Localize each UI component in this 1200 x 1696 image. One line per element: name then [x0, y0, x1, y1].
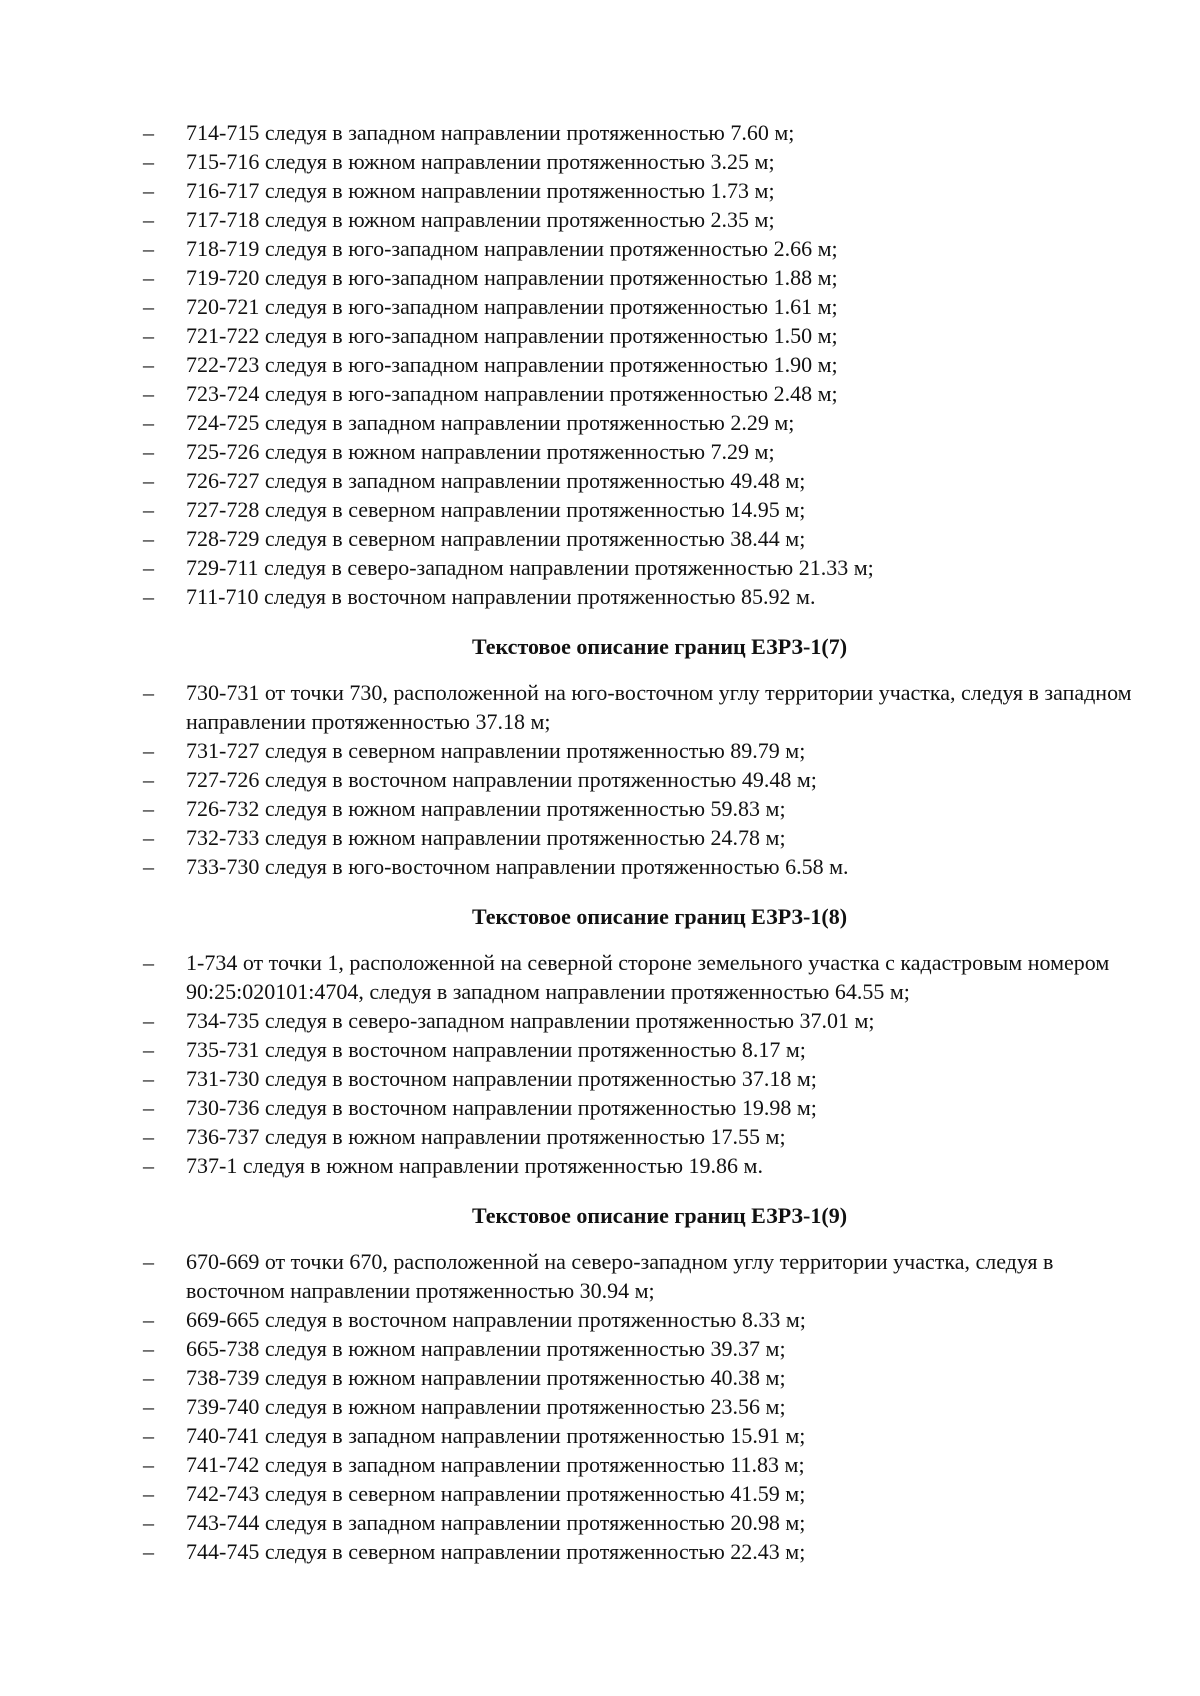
bullet-dash: –: [143, 468, 154, 493]
list-item: [143, 292, 1133, 321]
list-item: [143, 1151, 1133, 1180]
list-item: [143, 1006, 1133, 1035]
bullet-dash: –: [143, 439, 154, 464]
list-item-text: 731-727 следуя в северном направлении протяженностью 89.79 м;: [186, 738, 806, 763]
bullet-dash: –: [143, 825, 154, 850]
boundary-list: [143, 1247, 1133, 1566]
list-item: [143, 1064, 1133, 1093]
list-item-text: 737-1 следуя в южном направлении протяженностью 19.86 м.: [186, 1153, 763, 1178]
list-item: [143, 205, 1133, 234]
list-item-text: 721-722 следуя в юго-западном направлении протяженностью 1.50 м;: [186, 323, 838, 348]
list-item: [143, 1305, 1133, 1334]
bullet-dash: –: [143, 555, 154, 580]
boundary-section: [143, 632, 1133, 881]
bullet-dash: –: [143, 1307, 154, 1332]
list-item: [143, 1421, 1133, 1450]
boundary-section: [143, 1201, 1133, 1566]
list-item-text: 716-717 следуя в южном направлении протяженностью 1.73 м;: [186, 178, 775, 203]
list-item: [143, 1334, 1133, 1363]
boundary-section: [143, 902, 1133, 1180]
boundary-section: [143, 118, 1133, 611]
list-item: [143, 263, 1133, 292]
bullet-dash: –: [143, 680, 154, 705]
list-item: [143, 118, 1133, 147]
list-item-text: 720-721 следуя в юго-западном направлении протяженностью 1.61 м;: [186, 294, 838, 319]
bullet-dash: –: [143, 1481, 154, 1506]
bullet-dash: –: [143, 178, 154, 203]
list-item-text: 732-733 следуя в южном направлении протяженностью 24.78 м;: [186, 825, 786, 850]
bullet-dash: –: [143, 265, 154, 290]
list-item: [143, 1537, 1133, 1566]
list-item-text: 740-741 следуя в западном направлении протяженностью 15.91 м;: [186, 1423, 806, 1448]
list-item-text: 727-728 следуя в северном направлении протяженностью 14.95 м;: [186, 497, 806, 522]
list-item-text: 733-730 следуя в юго-восточном направлении протяженностью 6.58 м.: [186, 854, 849, 879]
bullet-dash: –: [143, 738, 154, 763]
list-item: [143, 1508, 1133, 1537]
list-item: [143, 408, 1133, 437]
list-item-text: 724-725 следуя в западном направлении протяженностью 2.29 м;: [186, 410, 795, 435]
list-item: [143, 1363, 1133, 1392]
list-item: [143, 736, 1133, 765]
list-item: [143, 678, 1133, 736]
boundary-list: [143, 948, 1133, 1180]
list-item-text: 741-742 следуя в западном направлении протяженностью 11.83 м;: [186, 1452, 805, 1477]
bullet-dash: –: [143, 497, 154, 522]
boundary-list: [143, 118, 1133, 611]
bullet-dash: –: [143, 1095, 154, 1120]
list-item-text: 725-726 следуя в южном направлении протяженностью 7.29 м;: [186, 439, 775, 464]
list-item: [143, 1450, 1133, 1479]
list-item-text: 717-718 следуя в южном направлении протяженностью 2.35 м;: [186, 207, 775, 232]
bullet-dash: –: [143, 1394, 154, 1419]
list-item: [143, 1479, 1133, 1508]
bullet-dash: –: [143, 120, 154, 145]
bullet-dash: –: [143, 584, 154, 609]
list-item-text: 722-723 следуя в юго-западном направлении протяженностью 1.90 м;: [186, 352, 838, 377]
bullet-dash: –: [143, 1336, 154, 1361]
list-item-text: 1-734 от точки 1, расположенной на северной стороне земельного участка с кадастровым номером 90:25:020101:4704, следуя в западном направлении протяженностью 64.55 м;: [186, 950, 1110, 1004]
list-item: [143, 765, 1133, 794]
bullet-dash: –: [143, 1539, 154, 1564]
bullet-dash: –: [143, 410, 154, 435]
bullet-dash: –: [143, 1153, 154, 1178]
list-item-text: 736-737 следуя в южном направлении протяженностью 17.55 м;: [186, 1124, 786, 1149]
list-item-text: 743-744 следуя в западном направлении протяженностью 20.98 м;: [186, 1510, 806, 1535]
list-item-text: 726-732 следуя в южном направлении протяженностью 59.83 м;: [186, 796, 786, 821]
bullet-dash: –: [143, 352, 154, 377]
list-item: [143, 1093, 1133, 1122]
list-item-text: 728-729 следуя в северном направлении протяженностью 38.44 м;: [186, 526, 806, 551]
bullet-dash: –: [143, 1423, 154, 1448]
list-item-text: 711-710 следуя в восточном направлении протяженностью 85.92 м.: [186, 584, 816, 609]
bullet-dash: –: [143, 1249, 154, 1274]
bullet-dash: –: [143, 1124, 154, 1149]
bullet-dash: –: [143, 1452, 154, 1477]
list-item: [143, 321, 1133, 350]
list-item-text: 715-716 следуя в южном направлении протяженностью 3.25 м;: [186, 149, 775, 174]
list-item-text: 730-736 следуя в восточном направлении протяженностью 19.98 м;: [186, 1095, 817, 1120]
bullet-dash: –: [143, 854, 154, 879]
list-item: [143, 350, 1133, 379]
bullet-dash: –: [143, 526, 154, 551]
list-item: [143, 1247, 1133, 1305]
list-item-text: 730-731 от точки 730, расположенной на юго-восточном углу территории участка, следуя в западном направлении протяженностью 37.18 м;: [186, 680, 1132, 734]
bullet-dash: –: [143, 1365, 154, 1390]
list-item: [143, 852, 1133, 881]
bullet-dash: –: [143, 950, 154, 975]
list-item: [143, 823, 1133, 852]
section-heading: Текстовое описание границ ЕЗРЗ-1(7): [471, 634, 848, 659]
list-item: [143, 1122, 1133, 1151]
list-item: [143, 466, 1133, 495]
bullet-dash: –: [143, 1008, 154, 1033]
list-item: [143, 1392, 1133, 1421]
list-item-text: 718-719 следуя в юго-западном направлении протяженностью 2.66 м;: [186, 236, 838, 261]
list-item: [143, 176, 1133, 205]
list-item-text: 723-724 следуя в юго-западном направлении протяженностью 2.48 м;: [186, 381, 838, 406]
list-item-text: 735-731 следуя в восточном направлении протяженностью 8.17 м;: [186, 1037, 806, 1062]
section-heading: Текстовое описание границ ЕЗРЗ-1(8): [471, 904, 848, 929]
boundary-list: [143, 678, 1133, 881]
bullet-dash: –: [143, 1510, 154, 1535]
bullet-dash: –: [143, 323, 154, 348]
bullet-dash: –: [143, 1037, 154, 1062]
list-item: [143, 948, 1133, 1006]
list-item: [143, 495, 1133, 524]
list-item-text: 729-711 следуя в северо-западном направлении протяженностью 21.33 м;: [186, 555, 874, 580]
list-item-text: 726-727 следуя в западном направлении протяженностью 49.48 м;: [186, 468, 806, 493]
list-item: [143, 437, 1133, 466]
list-item-text: 665-738 следуя в южном направлении протяженностью 39.37 м;: [186, 1336, 786, 1361]
document-body: [143, 118, 1133, 1566]
bullet-dash: –: [143, 767, 154, 792]
bullet-dash: –: [143, 796, 154, 821]
bullet-dash: –: [143, 207, 154, 232]
list-item: [143, 524, 1133, 553]
bullet-dash: –: [143, 1066, 154, 1091]
list-item-text: 738-739 следуя в южном направлении протяженностью 40.38 м;: [186, 1365, 786, 1390]
list-item: [143, 553, 1133, 582]
list-item-text: 727-726 следуя в восточном направлении протяженностью 49.48 м;: [186, 767, 817, 792]
bullet-dash: –: [143, 149, 154, 174]
section-heading: Текстовое описание границ ЕЗРЗ-1(9): [471, 1203, 848, 1228]
list-item-text: 669-665 следуя в восточном направлении протяженностью 8.33 м;: [186, 1307, 806, 1332]
list-item-text: 719-720 следуя в юго-западном направлении протяженностью 1.88 м;: [186, 265, 838, 290]
bullet-dash: –: [143, 381, 154, 406]
list-item: [143, 1035, 1133, 1064]
list-item: [143, 582, 1133, 611]
list-item-text: 742-743 следуя в северном направлении протяженностью 41.59 м;: [186, 1481, 806, 1506]
bullet-dash: –: [143, 236, 154, 261]
list-item: [143, 234, 1133, 263]
bullet-dash: –: [143, 294, 154, 319]
list-item-text: 714-715 следуя в западном направлении протяженностью 7.60 м;: [186, 120, 795, 145]
list-item: [143, 794, 1133, 823]
list-item-text: 734-735 следуя в северо-западном направлении протяженностью 37.01 м;: [186, 1008, 875, 1033]
list-item-text: 739-740 следуя в южном направлении протяженностью 23.56 м;: [186, 1394, 786, 1419]
list-item: [143, 147, 1133, 176]
list-item: [143, 379, 1133, 408]
list-item-text: 744-745 следуя в северном направлении протяженностью 22.43 м;: [186, 1539, 806, 1564]
list-item-text: 670-669 от точки 670, расположенной на северо-западном углу территории участка, следуя в восточном направлении протяженностью 30.94 м;: [186, 1249, 1054, 1303]
list-item-text: 731-730 следуя в восточном направлении протяженностью 37.18 м;: [186, 1066, 817, 1091]
